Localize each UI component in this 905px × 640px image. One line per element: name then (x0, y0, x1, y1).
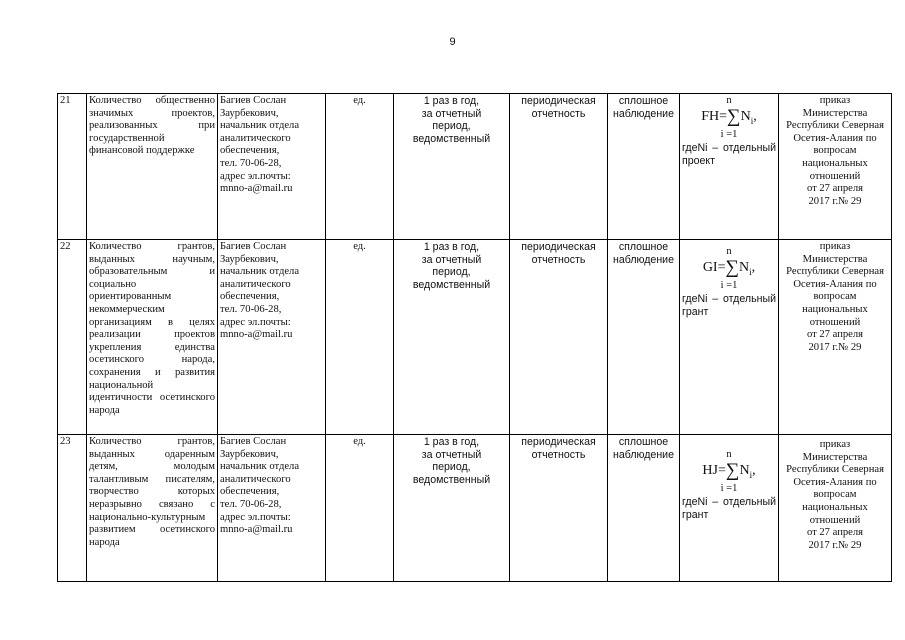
frequency-line: 1 раз в год, (423, 95, 480, 107)
frequency-line: период, (432, 120, 471, 133)
table-row (58, 94, 892, 240)
formula-lower-limit: i =1 (720, 129, 738, 141)
source-line: периодическая (521, 95, 596, 107)
sum-sign: ∑ (725, 459, 740, 481)
legal-act-line: от 27 апреля (806, 183, 864, 195)
row-number: 22 (60, 241, 71, 252)
table-row (58, 435, 892, 582)
legal-act-line: приказ (819, 439, 851, 450)
legal-act-line: 2017 г.№ 29 (808, 539, 862, 551)
unit-cell (326, 240, 394, 435)
unit: ед. (353, 95, 366, 106)
legal-act-line: Министерства Республики Северная Осетия-Алания по вопросам национальных отношений (786, 451, 884, 526)
indicator-name-cell (87, 240, 218, 435)
page-number: 9 (449, 36, 456, 48)
formula (682, 256, 776, 281)
legal-act-line: Министерства Республики Северная Осетия-Алания по вопросам национальных отношений (786, 253, 884, 328)
formula-cell (680, 94, 779, 240)
responsible-cell (218, 94, 326, 240)
formula (682, 459, 776, 484)
sum-sign: ∑ (727, 105, 741, 127)
legal-act-line: приказ (819, 95, 851, 106)
indicator-name: Количество грантов, выданных одаренным детям, молодым талантливым писателям, творчество которых неразрывно связано с национально-культурным развитием осетинского народа (89, 436, 215, 548)
formula-tail: , (753, 108, 757, 124)
source-cell (510, 240, 608, 435)
responsible-line: тел. 70-06-28, (220, 498, 282, 510)
formula-definition: гдеNi – отдельный грант (682, 495, 776, 521)
frequency-cell (394, 435, 510, 582)
frequency-line: ведомственный (412, 473, 491, 486)
row-number-cell (58, 435, 87, 582)
source-line: отчетность (531, 107, 586, 120)
responsible-line: начальник отдела аналитического (220, 266, 300, 290)
responsible-cell (218, 435, 326, 582)
indicators-table (57, 93, 892, 582)
responsible-line: начальник отдела аналитического (220, 120, 300, 144)
responsible-line: Багиев Сослан Заурбекович, (220, 95, 287, 119)
row-number-cell (58, 94, 87, 240)
formula-lhs: HJ= (702, 462, 726, 478)
formula-upper-limit: n (726, 449, 732, 460)
legal-act-cell (779, 94, 892, 240)
formula-lhs: FH= (701, 108, 728, 124)
formula-subscript: i (749, 469, 753, 480)
frequency-cell (394, 240, 510, 435)
legal-act-line: 2017 г.№ 29 (808, 195, 862, 207)
source-line: отчетность (531, 253, 586, 266)
frequency-line: за отчетный (421, 448, 482, 461)
legal-act-cell (779, 240, 892, 435)
method-line: наблюдение (613, 107, 674, 120)
row-number: 23 (60, 436, 71, 447)
responsible-line: обеспечения, (220, 145, 280, 157)
formula-cell (680, 435, 779, 582)
formula-subscript: i (750, 115, 754, 126)
formula-lower-limit: i =1 (720, 280, 738, 292)
unit-cell (326, 435, 394, 582)
responsible-line: обеспечения, (220, 291, 280, 303)
responsible-line: mnno-a@mail.ru (220, 329, 293, 341)
indicator-name: Количество общественно значимых проектов, реализованных при государственной финансовой поддержке (89, 95, 215, 157)
legal-act-line: от 27 апреля (806, 527, 864, 539)
frequency-line: за отчетный (421, 107, 482, 120)
responsible-cell (218, 240, 326, 435)
frequency-cell (394, 94, 510, 240)
frequency-line: 1 раз в год, (423, 241, 480, 253)
frequency-line: 1 раз в год, (423, 436, 480, 448)
source-line: периодическая (521, 436, 596, 448)
responsible-line: mnno-a@mail.ru (220, 183, 293, 195)
unit-cell (326, 94, 394, 240)
indicator-name-cell (87, 94, 218, 240)
indicator-name-cell (87, 435, 218, 582)
frequency-line: за отчетный (421, 253, 482, 266)
legal-act-line: от 27 апреля (806, 329, 864, 341)
unit: ед. (353, 436, 366, 447)
responsible-line: mnno-a@mail.ru (220, 524, 293, 536)
method-line: наблюдение (613, 253, 674, 266)
formula-definition: гдеNi – отдельный проект (682, 141, 776, 167)
unit: ед. (353, 241, 366, 252)
legal-act-line: Министерства Республики Северная Осетия-Алания по вопросам национальных отношений (786, 107, 884, 182)
frequency-line: период, (432, 266, 471, 279)
method-line: сплошное (618, 95, 669, 107)
responsible-line: начальник отдела аналитического (220, 461, 300, 485)
responsible-line: тел. 70-06-28, (220, 157, 282, 169)
method-line: сплошное (618, 241, 669, 253)
source-cell (510, 94, 608, 240)
sum-sign: ∑ (725, 256, 740, 278)
responsible-line: адрес эл.почты: (220, 511, 291, 523)
formula-rhs: N (739, 259, 750, 275)
legal-act-cell (779, 435, 892, 582)
responsible-line: адрес эл.почты: (220, 170, 291, 182)
method-cell (608, 94, 680, 240)
formula (682, 105, 776, 130)
formula-cell (680, 240, 779, 435)
frequency-line: ведомственный (412, 278, 491, 291)
frequency-line: период, (432, 461, 471, 474)
source-line: отчетность (531, 448, 586, 461)
formula-lhs: GI= (702, 259, 726, 275)
table-row (58, 240, 892, 435)
responsible-line: тел. 70-06-28, (220, 303, 282, 315)
method-line: наблюдение (613, 448, 674, 461)
formula-rhs: N (740, 108, 751, 124)
indicator-name: Количество грантов, выданных научным, образовательным и социально ориентированным некоммерческим организациям в целях реализации проектов укрепления единства осетинского народа, сохранения и развития национальной идентичности осетинского народа (89, 241, 215, 416)
legal-act-line: приказ (819, 241, 851, 252)
source-cell (510, 435, 608, 582)
responsible-line: обеспечения, (220, 486, 280, 498)
responsible-line: Багиев Сослан Заурбекович, (220, 241, 287, 265)
formula-definition: гдеNi – отдельный грант (682, 292, 776, 318)
method-line: сплошное (618, 436, 669, 448)
row-number-cell (58, 240, 87, 435)
method-cell (608, 240, 680, 435)
responsible-line: адрес эл.почты: (220, 316, 291, 328)
responsible-line: Багиев Сослан Заурбекович, (220, 436, 287, 460)
formula-lower-limit: i =1 (720, 483, 738, 495)
method-cell (608, 435, 680, 582)
frequency-line: ведомственный (412, 132, 491, 145)
source-line: периодическая (521, 241, 596, 253)
legal-act-line: 2017 г.№ 29 (808, 341, 862, 353)
formula-upper-limit: n (726, 246, 732, 257)
formula-rhs: N (739, 462, 750, 478)
formula-upper-limit: n (726, 95, 732, 106)
formula-subscript: i (749, 266, 752, 277)
row-number: 21 (60, 95, 71, 106)
formula-tail: , (751, 259, 756, 275)
formula-tail: , (752, 462, 756, 478)
